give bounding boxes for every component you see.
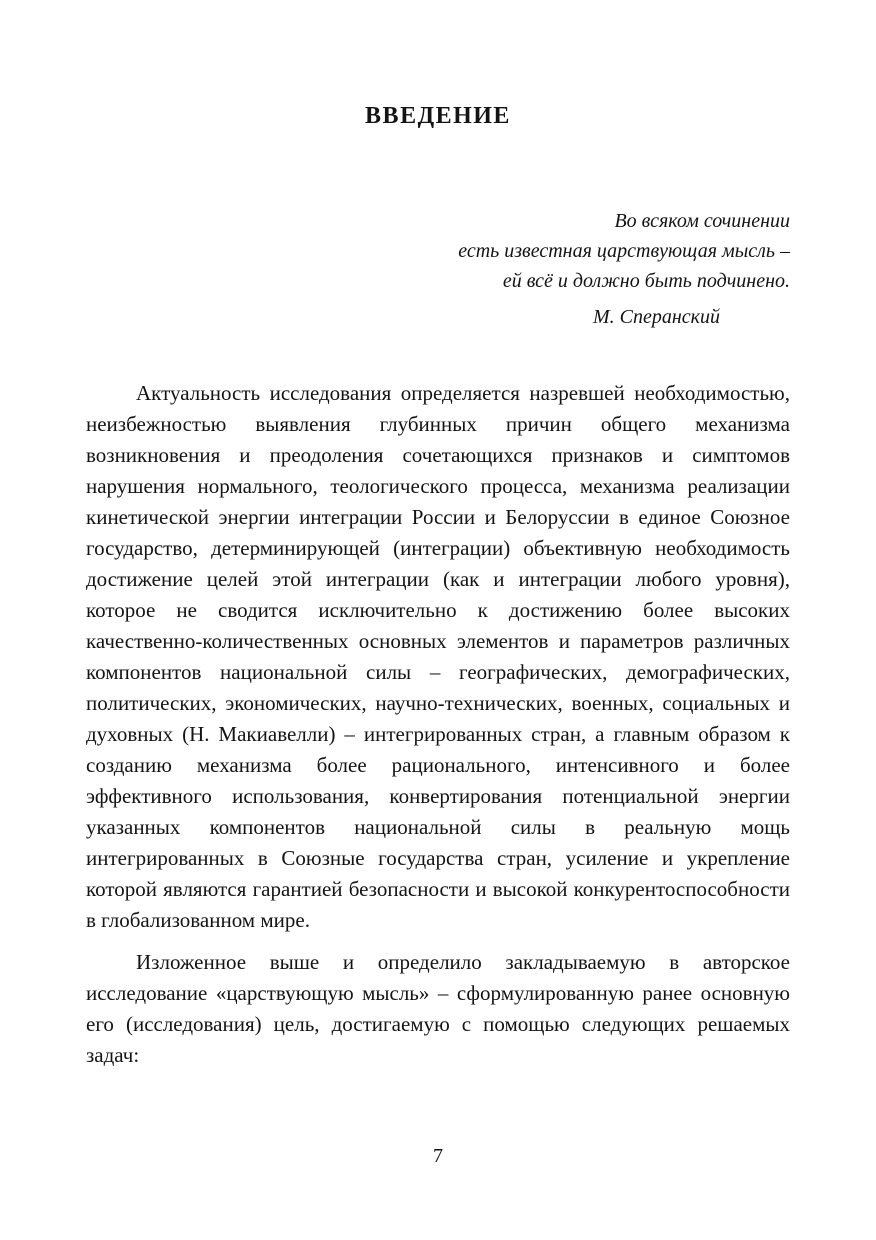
- epigraph-line: ей всё и должно быть подчинено.: [502, 270, 790, 292]
- epigraph: [86, 206, 790, 332]
- epigraph-line: есть известная царствующая мысль –: [458, 240, 790, 262]
- page-number: 7: [433, 1145, 443, 1167]
- epigraph-line: Во всяком сочинении: [614, 210, 790, 232]
- chapter-title: ВВЕДЕНИЕ: [365, 103, 511, 129]
- body-text: [86, 378, 790, 1071]
- paragraph: Изложенное выше и определило закладываемую в авторское исследование «царствующую мысль» – сформулированную ранее основную его (исследования) цель, достигаемую с помощью следующих решаемых задач:: [86, 950, 790, 1067]
- paragraph: Актуальность исследования определяется назревшей необходимостью, неизбежностью выявления глубинных причин общего механизма возникновения и преодоления сочетающихся признаков и симптомов нарушения нормального, теологического процесса, механизма реализации кинетической энергии интеграции России и Белоруссии в единое Союзное государство, детерминирующей (интеграции) объективную необходимость достижение целей этой интеграции (как и интеграции любого уровня), которое не сводится исключительно к достижению более высоких качественно-количественных основных элементов и параметров различных компонентов национальной силы – географических, демографических, политических, экономических, научно-технических, военных, социальных и духовных (Н. Макиавелли) – интегрированных стран, а главным образом к созданию механизма более рационального, интенсивного и более эффективного использования, конвертирования потенциальной энергии указанных компонентов национальной силы в реальную мощь интегрированных в Союзные государства стран, усиление и укрепление которой являются гарантией безопасности и высокой конкурентоспособности в глобализованном мире.: [86, 381, 790, 932]
- epigraph-author: М. Сперанский: [592, 306, 720, 328]
